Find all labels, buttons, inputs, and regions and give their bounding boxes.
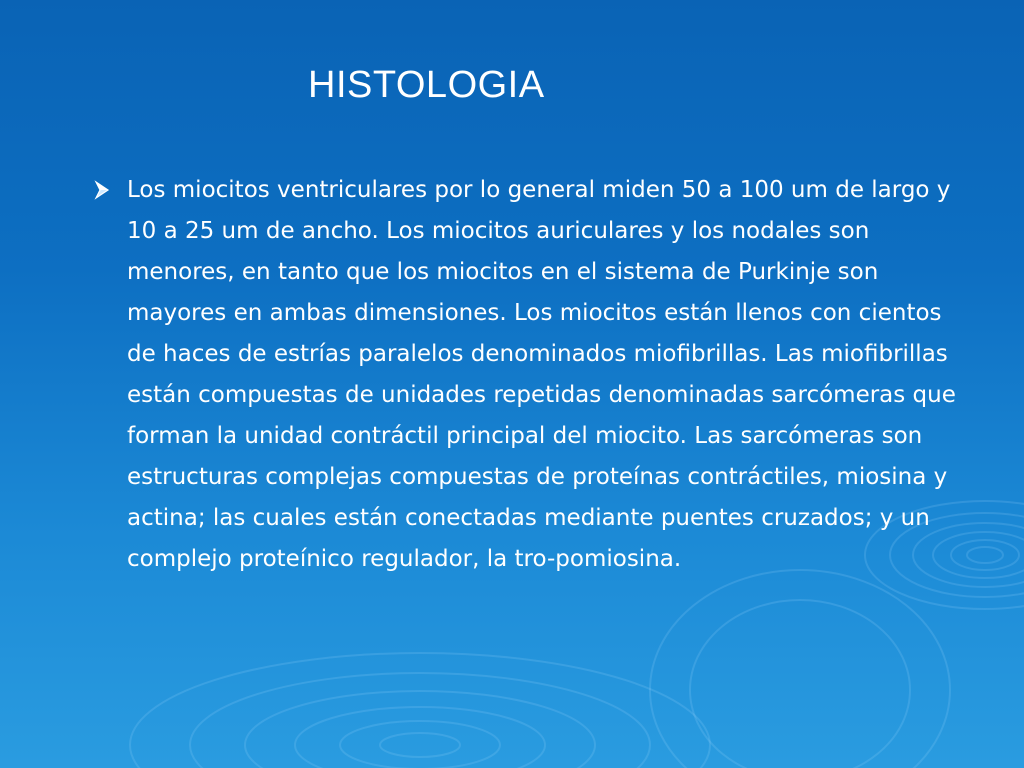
slide-title: HISTOLOGIA bbox=[308, 64, 545, 106]
arrow-bullet-icon bbox=[92, 180, 112, 200]
bullet-item bbox=[92, 170, 956, 580]
bullet-list bbox=[92, 170, 956, 580]
bullet-text: Los miocitos ventriculares por lo general miden 50 a 100 um de largo y 10 a 25 um de ancho. Los miocitos auriculares y los nodales son menores, en tanto que los miocitos en el sistema de Purkinje son mayores en ambas dimensiones. Los miocitos están llenos con cientos de haces de estrías paralelos denominados miofibrillas. Las miofibrillas están compuestas de unidades repetidas denominadas sarcómeras que forman la unidad contráctil principal del miocito. Las sarcómeras son estructuras complejas compuestas de proteínas contráctiles, miosina y actina; las cuales están conectadas mediante puentes cruzados; y un complejo proteínico regulador, la tro-pomiosina. bbox=[127, 177, 956, 572]
